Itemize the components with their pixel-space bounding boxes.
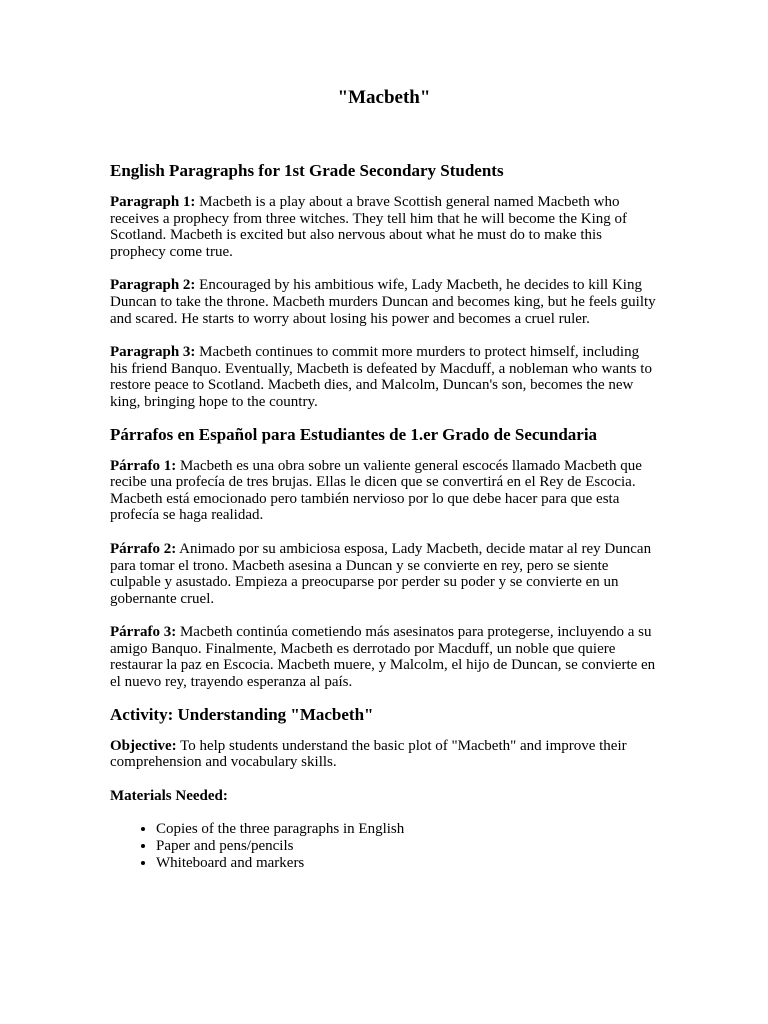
paragraph-label: Paragraph 3: [110,344,196,361]
paragraph-text: Macbeth continues to commit more murders to protect himself, including his friend Banquo. Eventually, Macbeth is defeated by Macduff, a nobleman who wants to restore peace to Scotland. Macbeth dies, and Malcolm, Duncan's son, becomes the new king, bringing hope to the country. [110,344,652,410]
paragraph-text: Macbeth continúa cometiendo más asesinatos para protegerse, incluyendo a su amigo Banquo. Finalmente, Macbeth es derrotado por Macduff, un noble que quiere restaurar la paz en Escocia. Macbeth muere, y Malcolm, el hijo de Duncan, se convierte en el nuevo rey, trayendo esperanza al país. [110,624,656,691]
english-section-heading: English Paragraphs for 1st Grade Secondary Students [110,161,504,180]
paragraph-text: Macbeth es una obra sobre un valiente general escocés llamado Macbeth que recibe una profecía de tres brujas. Ellas le dicen que se convertirá en el Rey de Escocia. Macbeth está emocionado pero también nervioso por lo que debe hacer para que esta profecía se haga realidad. [110,457,642,524]
materials-heading [110,788,660,805]
paragraph-label: Párrafo 1: [110,457,177,474]
document-body [110,160,660,871]
paragraph-label: Párrafo 2: [110,540,177,557]
activity-objective [110,738,660,771]
spanish-paragraph-1 [110,458,660,524]
paragraph-text: Macbeth is a play about a brave Scottish general named Macbeth who receives a prophecy from three witches. They tell him that he will become the King of Scotland. Macbeth is excited but also nervous about what he must do to make this prophecy come true. [110,194,628,260]
document-title: "Macbeth" [337,87,431,108]
list-item: • Copies of the three paragraphs in English [156,821,660,838]
english-paragraph-3 [110,344,660,410]
spanish-paragraph-3 [110,624,660,690]
english-paragraph-1 [110,194,660,260]
english-paragraph-2 [110,277,660,327]
objective-text: To help students understand the basic plot of "Macbeth" and improve their comprehension and vocabulary skills. [110,737,627,771]
materials-label: Materials Needed: [110,787,228,804]
list-item: • Paper and pens/pencils [156,838,660,855]
materials-list [110,821,660,871]
spanish-paragraph-2 [110,541,660,607]
list-item: • Whiteboard and markers [156,855,660,872]
activity-section-heading: Activity: Understanding "Macbeth" [110,704,374,724]
paragraph-text: Animado por su ambiciosa esposa, Lady Macbeth, decide matar al rey Duncan para tomar el trono. Macbeth asesina a Duncan y se convierte en rey, pero se siente culpable y asustado. Empieza a preocuparse por perder su poder y se convierte en un gobernante cruel. [110,540,652,607]
objective-label: Objective: [110,737,177,754]
spanish-section-heading: Párrafos en Español para Estudiantes de 1.er Grado de Secundaria [110,424,598,444]
paragraph-label: Paragraph 1: [110,194,196,210]
paragraph-text: Encouraged by his ambitious wife, Lady Macbeth, he decides to kill King Duncan to take the throne. Macbeth murders Duncan and becomes king, but he feels guilty and scared. He starts to worry about losing his power and becomes a cruel ruler. [110,277,656,327]
paragraph-label: Párrafo 3: [110,624,177,641]
paragraph-label: Paragraph 2: [110,277,196,294]
